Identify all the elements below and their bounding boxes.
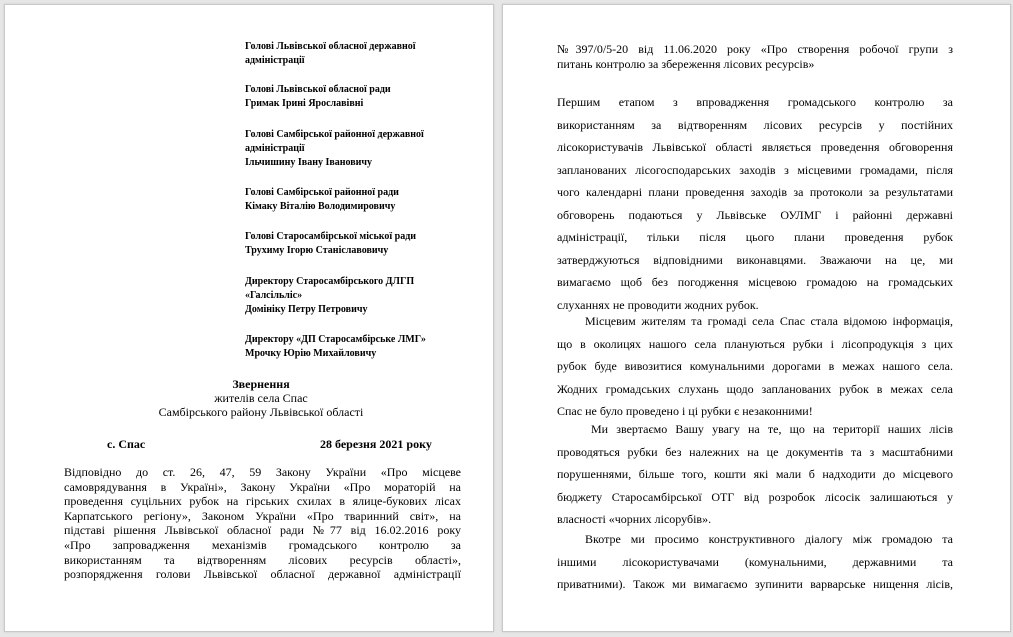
text-line: підставі рішення Львівської обласної ради №77 від 16.02.2016 року (64, 523, 461, 538)
addressee-line: Голові Старосамбірської міської ради (245, 231, 417, 242)
text-line: Карпатського регіону», Законом України «Про тваринний світ», на (64, 508, 461, 523)
text-line: Спас не було проведено і ці рубки є незаконними! (557, 404, 813, 418)
text-line: що в околицях нашого села плануються рубки і лісопродукція з цих (557, 336, 953, 351)
paragraph-1 (557, 91, 953, 316)
text-line: використанням за відтворенням лісових ресурсів у постійних (557, 117, 953, 132)
document-page-left (4, 4, 494, 632)
text-line: приватними). Також ми вимагаємо зупинити варварське нищення лісів, (557, 577, 953, 591)
addressee-line: Голові Львівської обласної ради (245, 84, 391, 95)
text-line: іншими лісокористувачами (комунальними, державними та (557, 554, 953, 569)
addressee-line: Голові Самбірської районної державної (245, 129, 424, 140)
paragraph-3 (557, 418, 953, 531)
addressee-line: Голові Львівської обласної державної (245, 41, 416, 52)
text-line: порушеннями, більше того, кошти які мали б надходити до місцевого (557, 467, 953, 481)
addressee-block (245, 40, 475, 68)
addressee-line: Ільчишину Івану Івановичу (245, 157, 373, 168)
addressee-line: Гримак Ірині Ярославівні (245, 98, 364, 109)
place-label: с. Спас (107, 437, 146, 451)
text-line: Місцевим жителям та громаді села Спас стала відомою інформація, (585, 314, 953, 328)
text-line: вимагаємо щоб без погодження місцевою громадою на громадських (557, 275, 953, 289)
continued-paragraph (557, 42, 953, 72)
addressee-line: Кімаку Віталію Володимировичу (245, 201, 396, 212)
addressee-line: Директору Старосамбірського ДЛГП (245, 276, 415, 287)
text-line: власності «чорних лісорубів». (557, 512, 712, 526)
text-line: самоврядування в Україні», Закону України «Про мораторій на (64, 479, 461, 494)
appeal-subtitle: жителів села Спас (214, 391, 308, 405)
text-line: обговорень подаються у Львівське ОУЛМГ і районні державні (557, 207, 953, 222)
addressee-line: Мрочку Юрію Михайловичу (245, 348, 377, 359)
text-line: чого календарні плани проведення заходів за протоколи за результатами (557, 185, 953, 199)
text-line: «Про запровадження механізмів громадського контролю за (64, 537, 461, 552)
addressee-line: Домініку Петру Петровичу (245, 304, 368, 315)
body-paragraph (64, 465, 461, 582)
addressee-block (245, 230, 475, 258)
text-line: бюджету Старосамбірської ОТГ від розробок лісосік залишаються у (557, 489, 953, 504)
appeal-heading (5, 377, 494, 419)
addressee-block (245, 186, 475, 214)
text-line: запланованих лісогосподарських заходів з місцевими громадами, після (557, 162, 953, 177)
text-line: Жодних громадських слухань щодо запланованих рубок в межах села (557, 381, 953, 396)
text-line: проводяться рубки без належних на це документів та з масштабними (557, 444, 953, 459)
appeal-title: Звернення (232, 377, 290, 391)
text-line: проведення суцільних рубок на гірських схилах в ялице-букових лісах (64, 494, 461, 509)
text-line: Відповідно до ст. 26, 47, 59 Закону України «Про місцеве (64, 465, 461, 479)
text-line: рубок буде вивозитися комунальними дорогами в межах нашого села. (557, 359, 953, 373)
text-line: Ми звертаємо Вашу увагу на те, що на території наших лісів (591, 422, 953, 436)
addressee-line: адміністрації (245, 143, 305, 154)
addressee-line: Трухиму Ігорю Станіславовичу (245, 245, 389, 256)
addressee-block (245, 275, 475, 317)
text-line: розпорядження голови Львівської обласної державної адміністрації (64, 567, 461, 582)
paragraph-4 (557, 528, 953, 596)
addressee-block (245, 128, 475, 170)
addressee-block (245, 333, 475, 361)
text-line: №397/0/5-20 від 11.06.2020 року «Про створення робочої групи з (557, 42, 953, 56)
text-line: використанням та відтворенням лісових ресурсів області», (64, 552, 461, 567)
text-line: Першим етапом з впровадження громадського контролю за (557, 95, 953, 109)
text-line: слуханнях не проводити жодних рубок. (557, 297, 759, 312)
text-line: затверджуються відповідними виконавцями. Зважаючи на це, ми (557, 252, 953, 267)
addressee-line: Голові Самбірської районної ради (245, 187, 399, 198)
addressee-line: Директору «ДП Старосамбірське ЛМГ» (245, 334, 426, 345)
text-line: лісокористувачів Львівської області являється проведення обговорення (557, 140, 953, 154)
appeal-subtitle: Самбірського району Львівської області (158, 405, 364, 419)
addressee-line: адміністрації (245, 55, 305, 66)
text-line: питань контролю за збереження лісових ресурсів» (557, 57, 815, 71)
date-label: 28 березня 2021 року (320, 437, 432, 451)
text-line: адміністрації, тільки після цього плани проведення рубок (557, 230, 953, 244)
paragraph-2 (557, 310, 953, 423)
document-page-right (502, 4, 1011, 632)
text-line: Вкотре ми просимо конструктивного діалогу між громадою та (585, 532, 953, 546)
addressee-block (245, 83, 475, 111)
addressee-line: «Галсільліс» (245, 290, 303, 301)
